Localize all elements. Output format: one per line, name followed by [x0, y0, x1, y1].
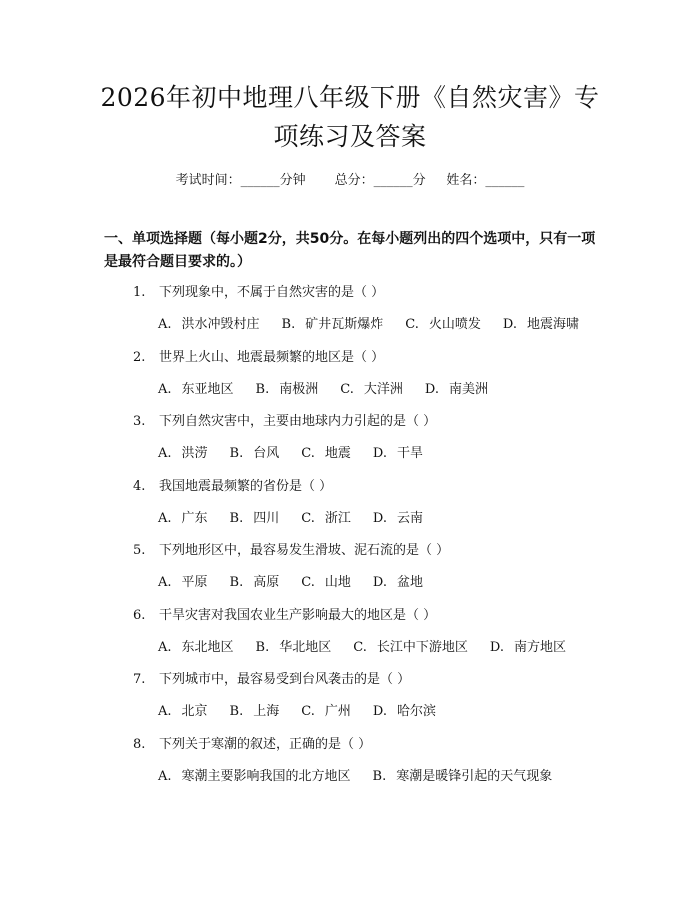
option-letter: B. [255, 639, 270, 655]
question-3-options [158, 442, 445, 461]
option-c [301, 700, 351, 719]
option-d [373, 571, 423, 590]
option-letter: A. [158, 768, 172, 784]
option-letter: B. [229, 510, 244, 526]
question-6 [133, 604, 436, 623]
option-text: 地震海啸 [526, 317, 579, 332]
option-letter: D. [372, 446, 387, 461]
option-text: 洪水冲毁村庄 [181, 317, 260, 332]
option-text: 广东 [181, 510, 208, 526]
option-text: 哈尔滨 [396, 704, 436, 719]
option-text: 东亚地区 [181, 381, 234, 397]
option-text: 上海 [253, 704, 280, 719]
option-b [230, 442, 280, 461]
question-number: 2. [133, 349, 146, 365]
option-letter: D. [372, 510, 387, 526]
question-number: 6. [133, 607, 146, 623]
option-letter: A. [158, 446, 172, 461]
option-text: 干旱 [396, 446, 423, 461]
option-letter: D. [424, 381, 439, 397]
exam-meta [0, 169, 700, 188]
option-letter: A. [158, 510, 172, 526]
option-b [282, 313, 384, 332]
option-a [158, 765, 351, 784]
option-text: 广州 [324, 704, 351, 719]
option-d [373, 700, 436, 719]
question-2 [133, 346, 384, 365]
question-1-options [158, 313, 601, 332]
option-letter: C. [353, 639, 367, 655]
question-8-options [158, 765, 574, 784]
option-text: 东北地区 [181, 639, 234, 655]
total-score-label: 总分：______分 [334, 173, 426, 188]
option-text: 寒潮是暖锋引起的天气现象 [396, 768, 553, 784]
question-text: 下列现象中，不属于自然灾害的是（ ） [159, 285, 385, 300]
option-a [158, 636, 234, 655]
option-c [301, 442, 351, 461]
option-text: 矿井瓦斯爆炸 [305, 317, 384, 332]
option-letter: A. [158, 317, 172, 332]
option-b [230, 507, 280, 526]
question-text: 我国地震最频繁的省份是（ ） [159, 478, 333, 494]
question-1 [133, 281, 384, 300]
question-8 [133, 733, 371, 752]
option-text: 南方地区 [513, 639, 566, 655]
question-4 [133, 475, 332, 494]
option-letter: B. [255, 381, 270, 397]
option-text: 寒潮主要影响我国的北方地区 [181, 768, 351, 784]
option-text: 台风 [253, 446, 280, 461]
question-4-options [158, 507, 445, 526]
option-letter: C. [340, 381, 354, 397]
option-letter: B. [229, 704, 244, 719]
option-letter: A. [158, 639, 172, 655]
option-letter: A. [158, 381, 172, 397]
option-letter: C. [301, 704, 315, 719]
option-letter: B. [229, 446, 244, 461]
option-letter: A. [158, 704, 172, 719]
exam-time-label: 考试时间：______分钟 [175, 173, 306, 188]
option-text: 长江中下游地区 [376, 639, 468, 655]
question-text: 下列自然灾害中，主要由地球内力引起的是（ ） [159, 414, 437, 429]
option-a [158, 378, 234, 397]
question-text: 下列关于寒潮的叙述，正确的是（ ） [159, 736, 372, 752]
option-letter: D. [372, 704, 387, 719]
option-d [425, 378, 488, 397]
option-letter: A. [158, 575, 172, 590]
option-text: 山地 [324, 575, 351, 590]
option-letter: D. [502, 317, 517, 332]
option-text: 平原 [181, 575, 208, 590]
option-letter: D. [372, 575, 387, 590]
option-letter: C. [405, 317, 419, 332]
option-b [373, 765, 553, 784]
option-a [158, 442, 208, 461]
question-text: 世界上火山、地震最频繁的地区是（ ） [159, 349, 385, 365]
question-text: 干旱灾害对我国农业生产影响最大的地区是（ ） [159, 607, 437, 623]
question-5-options [158, 571, 445, 590]
option-letter: B. [281, 317, 296, 332]
option-b [230, 571, 280, 590]
question-number: 3. [133, 414, 146, 429]
option-d [490, 636, 566, 655]
option-letter: C. [301, 446, 315, 461]
option-d [373, 442, 423, 461]
option-c [405, 313, 481, 332]
option-c [301, 571, 351, 590]
option-c [353, 636, 468, 655]
option-a [158, 507, 208, 526]
option-text: 南美洲 [448, 381, 488, 397]
option-b [230, 700, 280, 719]
question-number: 5. [133, 543, 146, 558]
option-text: 南极洲 [279, 381, 319, 397]
option-text: 华北地区 [279, 639, 332, 655]
option-text: 大洋洲 [363, 381, 403, 397]
question-2-options [158, 378, 510, 397]
option-text: 洪涝 [181, 446, 208, 461]
question-3 [133, 410, 436, 429]
option-letter: D. [489, 639, 504, 655]
option-d [503, 313, 579, 332]
option-letter: C. [301, 510, 315, 526]
option-d [373, 507, 423, 526]
question-number: 7. [133, 672, 146, 687]
option-text: 地震 [324, 446, 351, 461]
option-letter: C. [301, 575, 315, 590]
question-text: 下列地形区中，最容易发生滑坡、泥石流的是（ ） [159, 543, 450, 558]
option-text: 四川 [253, 510, 280, 526]
question-6-options [158, 636, 588, 655]
section-heading: 一、单项选择题（每小题2分，共50分。在每小题列出的四个选项中，只有一项是最符合题目要求的。） [104, 231, 596, 270]
option-a [158, 700, 208, 719]
student-name-label: 姓名：______ [446, 173, 525, 188]
question-number: 8. [133, 736, 146, 752]
option-letter: B. [372, 768, 387, 784]
option-c [301, 507, 351, 526]
question-7 [133, 668, 410, 687]
option-c [340, 378, 403, 397]
question-number: 1. [133, 285, 146, 300]
question-7-options [158, 700, 458, 719]
option-letter: B. [229, 575, 244, 590]
option-text: 火山喷发 [428, 317, 481, 332]
option-a [158, 571, 208, 590]
option-b [256, 636, 332, 655]
option-b [256, 378, 319, 397]
option-text: 浙江 [324, 510, 351, 526]
page-title: 2026年初中地理八年级下册《自然灾害》专项练习及答案 [100, 83, 600, 151]
option-text: 北京 [181, 704, 208, 719]
option-text: 高原 [253, 575, 280, 590]
question-text: 下列城市中，最容易受到台风袭击的是（ ） [159, 672, 411, 687]
option-text: 盆地 [396, 575, 423, 590]
question-number: 4. [133, 478, 146, 494]
option-a [158, 313, 260, 332]
option-text: 云南 [396, 510, 423, 526]
question-5 [133, 539, 449, 558]
